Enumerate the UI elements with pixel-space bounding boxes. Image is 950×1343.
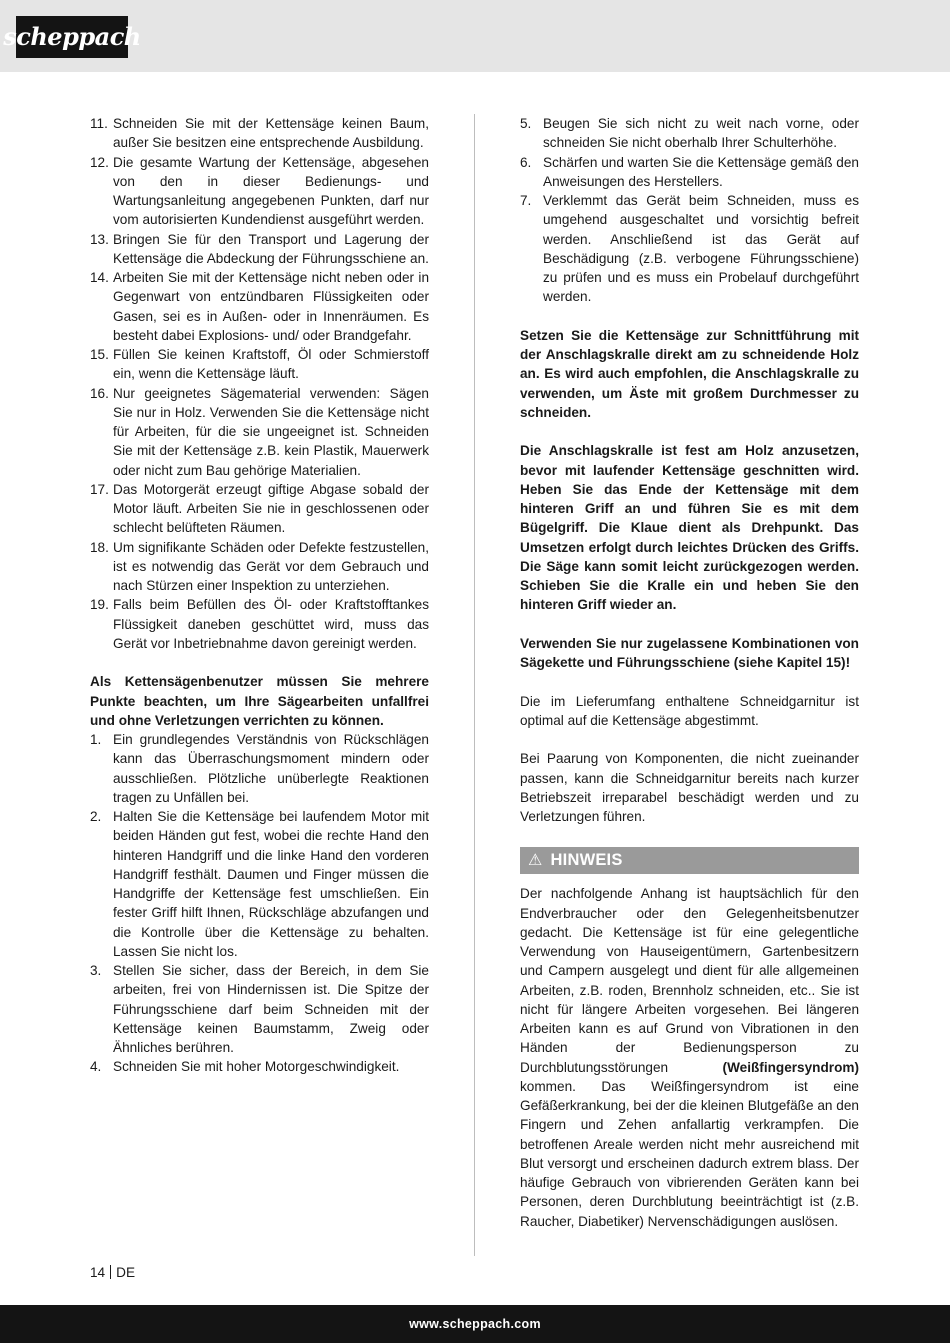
- list-item: [90, 345, 429, 384]
- list-item-number: 14.: [90, 270, 109, 285]
- claw-paragraph-1: Setzen Sie die Kettensäge zur Schnittführung mit der Anschlagskralle direkt am zu schneidende Holz an. Es wird auch empfohlen, die Anschlagskralle zu verwenden, um Äste mit großem Durchmesser zu schneiden.: [520, 327, 859, 420]
- page-number-separator: [110, 1265, 111, 1279]
- safety-list-continued: [90, 114, 429, 653]
- column-divider: [474, 114, 475, 1256]
- list-item-text: Bringen Sie für den Transport und Lagerung der Kettensäge die Abdeckung der Führungsschiene an.: [113, 231, 429, 266]
- notice-text-1: Der nachfolgende Anhang ist hauptsächlich für den Endverbraucher oder den Gelegenheitsbenutzer gedacht. Die Kettensäge ist für eine gelegentliche Verwendung von Hauseigentümern, Gartenbesitzern und Campern ausgelegt und dient für alle allgemeinen Arbeiten, z.B. roden, Brennholz schneiden, etc.. Sie ist nicht für längere Arbeiten vorgesehen. Bei längeren Arbeiten kann es auf Grund von Vibrationen in den Händen der Bedienungsperson zu Durchblutungsstörungen: [520, 886, 859, 1075]
- footer-bar: [0, 1305, 950, 1343]
- list-item: [520, 114, 859, 153]
- list-item: [90, 230, 429, 269]
- list-item-number: 12.: [90, 154, 109, 170]
- list-item-number: 17.: [90, 481, 109, 497]
- list-item-text: Beugen Sie sich nicht zu weit nach vorne, oder schneiden Sie nicht oberhalb Ihrer Schulterhöhe.: [543, 116, 859, 151]
- kickback-list: [90, 730, 429, 1077]
- list-item-number: 3.: [90, 963, 102, 978]
- notice-body: [520, 884, 859, 1231]
- list-item: [90, 730, 429, 807]
- list-item-text: Schärfen und warten Sie die Kettensäge gemäß den Anweisungen des Herstellers.: [543, 154, 859, 189]
- notice-heading-label: HINWEIS: [550, 851, 623, 870]
- kickback-intro: Als Kettensägenbenutzer müssen Sie mehrere Punkte beachten, um Ihre Sägearbeiten unfallfrei und ohne Verletzungen verrichten zu können.: [90, 674, 429, 728]
- list-item-number: 15.: [90, 347, 109, 362]
- list-item-number: 18.: [90, 539, 109, 555]
- list-item-text: Füllen Sie keinen Kraftstoff, Öl oder Schmierstoff ein, wenn die Kettensäge läuft.: [113, 347, 429, 382]
- list-item: [90, 538, 429, 596]
- list-item: [520, 153, 859, 192]
- list-item: [90, 807, 429, 961]
- list-item-text: Stellen Sie sicher, dass der Bereich, in dem Sie arbeiten, frei von Hindernissen ist. Die Spitze der Führungsschiene darf beim Schneiden mit der Kettensäge keinen Baumstamm, Zweig oder Ähnliches berühren.: [113, 963, 429, 1055]
- list-item-text: Arbeiten Sie mit der Kettensäge nicht neben oder in Gegenwart von entzündbaren Flüssigkeiten oder Gasen, sei es in Außen- oder in Innenräumen. Es besteht dabei Explosions- und/ oder Brandgefahr.: [113, 270, 429, 343]
- left-column: [90, 114, 429, 1077]
- list-item: [90, 153, 429, 230]
- list-item-text: Um signifikante Schäden oder Defekte festzustellen, ist es notwendig das Gerät vor dem Gebrauch und nach Stürzen einer Inspektion zu unterziehen.: [113, 539, 429, 593]
- brand-logo[interactable]: scheppach: [16, 16, 128, 58]
- right-column: [520, 114, 859, 1231]
- list-item: [90, 595, 429, 653]
- list-item-text: Falls beim Befüllen des Öl- oder Kraftstofftankes Flüssigkeit daneben geschüttet wird, muss das Gerät vor Inbetriebnahme davon gereinigt werden.: [113, 597, 429, 651]
- list-item-number: 19.: [90, 597, 109, 613]
- claw-paragraph-2: Die Anschlagskralle ist fest am Holz anzusetzen, bevor mit laufender Kettensäge geschnitten wird. Heben Sie das Ende der Kettensäge mit dem hinteren Griff an und führen Sie es mit dem Bügelgriff. Die Klaue dient als Drehpunkt. Das Umsetzen erfolgt durch leichtes Drücken des Griffs. Die Säge kann somit leicht zurückgezogen werden. Schieben Sie die Kralle ein und heben Sie den hinteren Griff wieder an.: [520, 443, 859, 613]
- list-item-text: Die gesamte Wartung der Kettensäge, abgesehen von den in dieser Bedienungs- und Wartungsanleitung angegebenen Punkten, darf nur vom autorisierten Kundendienst ausgeführt werden.: [113, 154, 429, 228]
- list-item-text: Verklemmt das Gerät beim Schneiden, muss es umgehend ausgeschaltet und vorsichtig befreit werden. Anschließend ist das Gerät auf Beschädigung (z.B. verbogene Führungsschiene) zu prüfen und es muss ein Probelauf durchgeführt werden.: [543, 193, 859, 305]
- list-item-number: 7.: [520, 193, 532, 208]
- combination-paragraph: Verwenden Sie nur zugelassene Kombinationen von Sägekette und Führungsschiene (siehe Kapitel 15)!: [520, 635, 859, 670]
- kickback-list-continued: [520, 114, 859, 307]
- warning-triangle-icon: ⚠: [528, 852, 543, 870]
- notice-text-bold: (Weißfingersyndrom): [722, 1059, 859, 1075]
- list-item-number: 11.: [90, 116, 108, 131]
- notice-heading: [520, 847, 859, 874]
- list-item-text: Schneiden Sie mit hoher Motorgeschwindigkeit.: [113, 1059, 400, 1075]
- list-item: [90, 480, 429, 538]
- list-item-number: 4.: [90, 1059, 102, 1075]
- notice-text-2: kommen. Das Weißfingersyndrom ist eine Gefäßerkrankung, bei der die kleinen Blutgefäße an den Fingern und Zehen anfallartig verkrampfen. Die betroffenen Areale werden nicht mehr ausreichend mit Blut versorgt und erscheinen dadurch extrem blass. Der häufige Gebrauch von vibrierenden Geräten kann bei Personen, deren Durchblutung beeinträchtigt ist (z.B. Raucher, Diabetiker) Nervenschädigungen auslösen.: [520, 1078, 859, 1229]
- list-item: [90, 1057, 429, 1076]
- list-item-number: 2.: [90, 809, 102, 824]
- list-item-text: Das Motorgerät erzeugt giftige Abgase sobald der Motor läuft. Arbeiten Sie nie in geschlossenen oder schlecht belüfteten Räumen.: [113, 481, 429, 536]
- cutting-set-paragraph: Die im Lieferumfang enthaltene Schneidgarnitur ist optimal auf die Kettensäge abgestimmt.: [520, 693, 859, 728]
- component-mismatch-paragraph: Bei Paarung von Komponenten, die nicht zueinander passen, kann die Schneidgarnitur bereits nach kurzer Betriebszeit irreparabel beschädigt werden und zu Verletzungen führen.: [520, 751, 859, 824]
- list-item: [90, 268, 429, 345]
- list-item-number: 5.: [520, 116, 532, 131]
- list-item: [90, 961, 429, 1057]
- list-item-number: 13.: [90, 231, 109, 247]
- page-number-value: 14: [90, 1265, 106, 1280]
- list-item: [520, 191, 859, 307]
- page-number: [90, 1265, 135, 1280]
- list-item: [90, 114, 429, 153]
- list-item-number: 1.: [90, 732, 102, 747]
- list-item: [90, 384, 429, 480]
- list-item-number: 16.: [90, 385, 109, 401]
- header-bar: [0, 0, 950, 72]
- list-item-number: 6.: [520, 154, 532, 170]
- list-item-text: Ein grundlegendes Verständnis von Rückschlägen kann das Überraschungsmoment mindern oder ausschließen. Plötzliche unüberlegte Reaktionen tragen zu Unfällen bei.: [113, 732, 429, 805]
- list-item-text: Nur geeignetes Sägematerial verwenden: Sägen Sie nur in Holz. Verwenden Sie die Kettensäge nicht für Arbeiten, für die sie ungeeignet ist. Schneiden Sie mit der Kettensäge z.B. kein Plastik, Mauerwerk oder nicht zum Bau gehörige Materialien.: [113, 385, 429, 478]
- footer-url[interactable]: www.scheppach.com: [409, 1317, 541, 1331]
- page-language: DE: [116, 1265, 136, 1280]
- list-item-text: Halten Sie die Kettensäge bei laufendem Motor mit beiden Händen gut fest, wobei die rechte Hand den hinteren Handgriff und die linke Hand den vorderen Handgriff festhält. Daumen und Finger müssen die Handgriffe der Kettensäge fest umschließen. Ein fester Griff hilft Ihnen, Rückschläge abzufangen und die Kontrolle über die Kettensäge zu behalten. Lassen Sie nicht los.: [113, 809, 429, 959]
- list-item-text: Schneiden Sie mit der Kettensäge keinen Baum, außer Sie besitzen eine entsprechende Ausbildung.: [113, 116, 429, 151]
